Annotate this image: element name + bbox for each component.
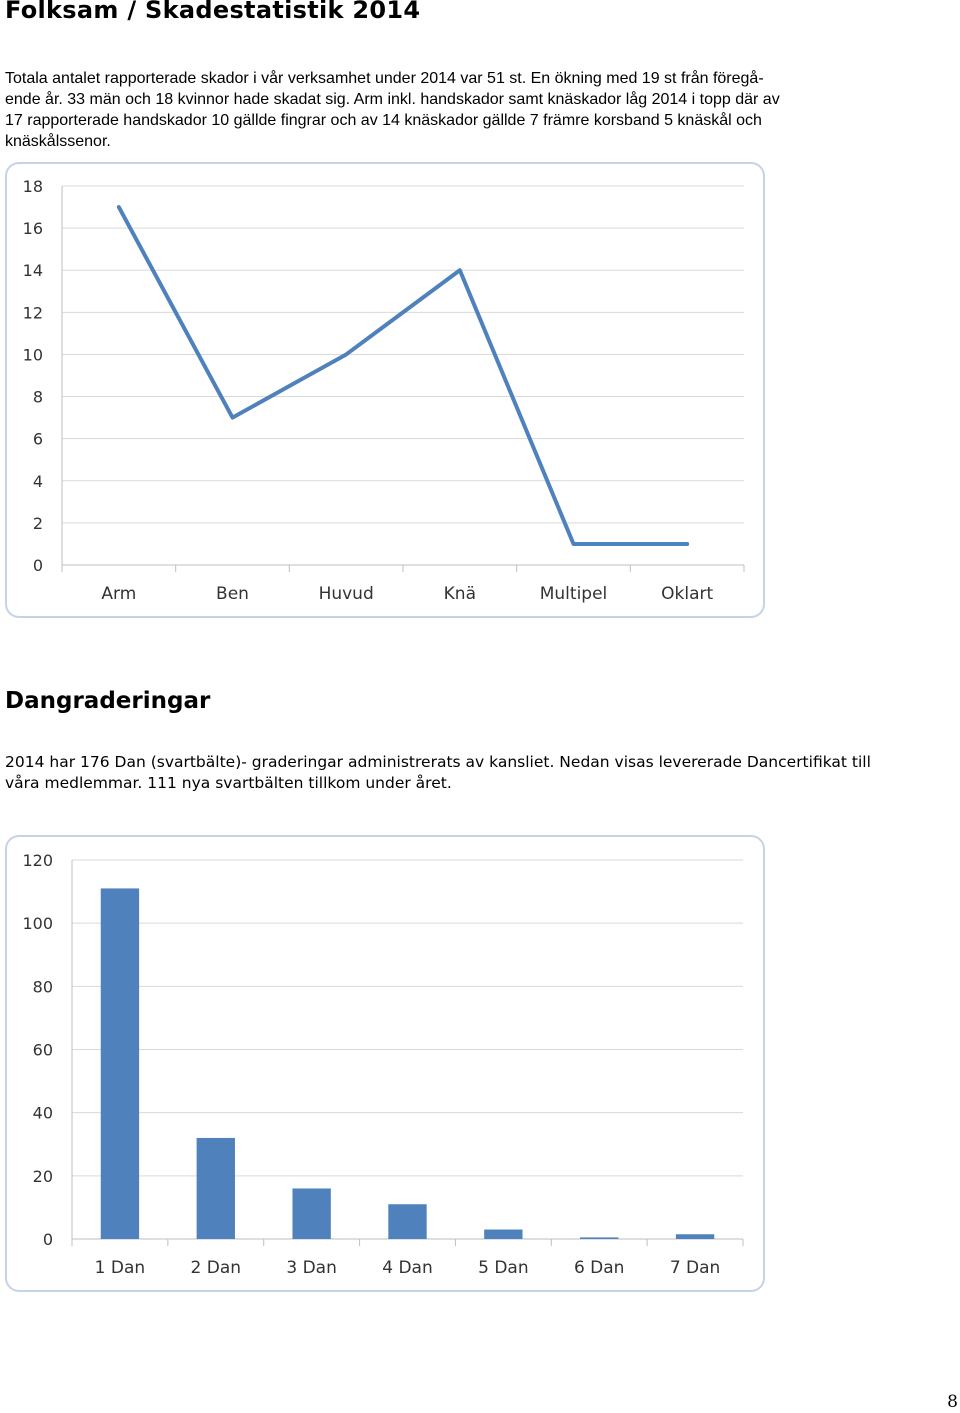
x-category-label: 4 Dan bbox=[382, 1258, 433, 1278]
y-tick-label: 12 bbox=[22, 303, 43, 323]
y-tick-label: 120 bbox=[22, 851, 53, 870]
bar bbox=[484, 1230, 522, 1239]
y-tick-label: 60 bbox=[32, 1040, 53, 1060]
paragraph-line: knäskålssenor. bbox=[5, 133, 111, 150]
paragraph-line: Totala antalet rapporterade skador i vår verksamhet under 2014 var 51 st. En ökning med 19 st från föregå- bbox=[5, 70, 764, 87]
y-tick-label: 0 bbox=[42, 1230, 53, 1249]
page-title: Folksam / Skadestatistik 2014 bbox=[5, 0, 421, 24]
y-tick-label: 8 bbox=[32, 387, 43, 407]
section-heading: Dangraderingar bbox=[5, 688, 211, 714]
dan-bar-chart bbox=[5, 835, 765, 1292]
x-category-label: Arm bbox=[101, 584, 137, 604]
y-tick-label: 20 bbox=[32, 1166, 53, 1186]
y-tick-label: 100 bbox=[22, 914, 53, 934]
bar bbox=[580, 1237, 618, 1239]
y-tick-label: 18 bbox=[22, 177, 43, 196]
y-tick-label: 14 bbox=[22, 261, 43, 281]
injury-line-chart bbox=[5, 162, 765, 618]
dan-bar-chart-canvas bbox=[7, 837, 767, 1294]
x-category-label: Multipel bbox=[539, 584, 608, 604]
page-number: 8 bbox=[947, 1392, 958, 1412]
x-category-label: 2 Dan bbox=[190, 1258, 242, 1278]
x-category-label: 1 Dan bbox=[94, 1258, 146, 1278]
x-category-label: 6 Dan bbox=[573, 1258, 625, 1278]
bar bbox=[388, 1204, 426, 1239]
injury-line-chart-canvas bbox=[7, 164, 767, 620]
dan-summary-paragraph bbox=[5, 752, 960, 794]
bar bbox=[101, 888, 139, 1239]
x-category-label: Knä bbox=[443, 584, 477, 604]
data-series-line bbox=[119, 207, 687, 544]
y-tick-label: 80 bbox=[32, 977, 53, 997]
x-category-label: 5 Dan bbox=[478, 1258, 529, 1278]
paragraph-line: ende år. 33 män och 18 kvinnor hade skadat sig. Arm inkl. handskador samt knäskador låg 2014 i topp där av bbox=[5, 91, 780, 108]
injury-summary-paragraph bbox=[5, 68, 950, 152]
y-tick-label: 16 bbox=[22, 219, 43, 239]
y-tick-label: 6 bbox=[32, 429, 43, 449]
x-category-label: Huvud bbox=[318, 584, 374, 604]
x-category-label: Oklart bbox=[661, 584, 714, 604]
paragraph-line: 17 rapporterade handskador 10 gällde fingrar och av 14 knäskador gällde 7 främre korsband 5 knäskål och bbox=[5, 112, 762, 129]
x-category-label: 7 Dan bbox=[669, 1258, 721, 1278]
x-category-label: 3 Dan bbox=[286, 1258, 337, 1278]
y-tick-label: 0 bbox=[32, 556, 43, 575]
y-tick-label: 4 bbox=[32, 471, 43, 491]
y-tick-label: 40 bbox=[32, 1103, 53, 1123]
y-tick-label: 10 bbox=[22, 345, 43, 365]
paragraph-line: våra medlemmar. 111 nya svartbälten tillkom under året. bbox=[5, 774, 452, 792]
bar bbox=[197, 1138, 235, 1239]
paragraph-line: 2014 har 176 Dan (svartbälte)- graderingar administrerats av kansliet. Nedan visas levererade Dancertifikat till bbox=[5, 753, 871, 771]
x-category-label: Ben bbox=[216, 584, 249, 604]
y-tick-label: 2 bbox=[32, 513, 43, 533]
bar bbox=[676, 1234, 714, 1239]
bar bbox=[292, 1188, 330, 1239]
